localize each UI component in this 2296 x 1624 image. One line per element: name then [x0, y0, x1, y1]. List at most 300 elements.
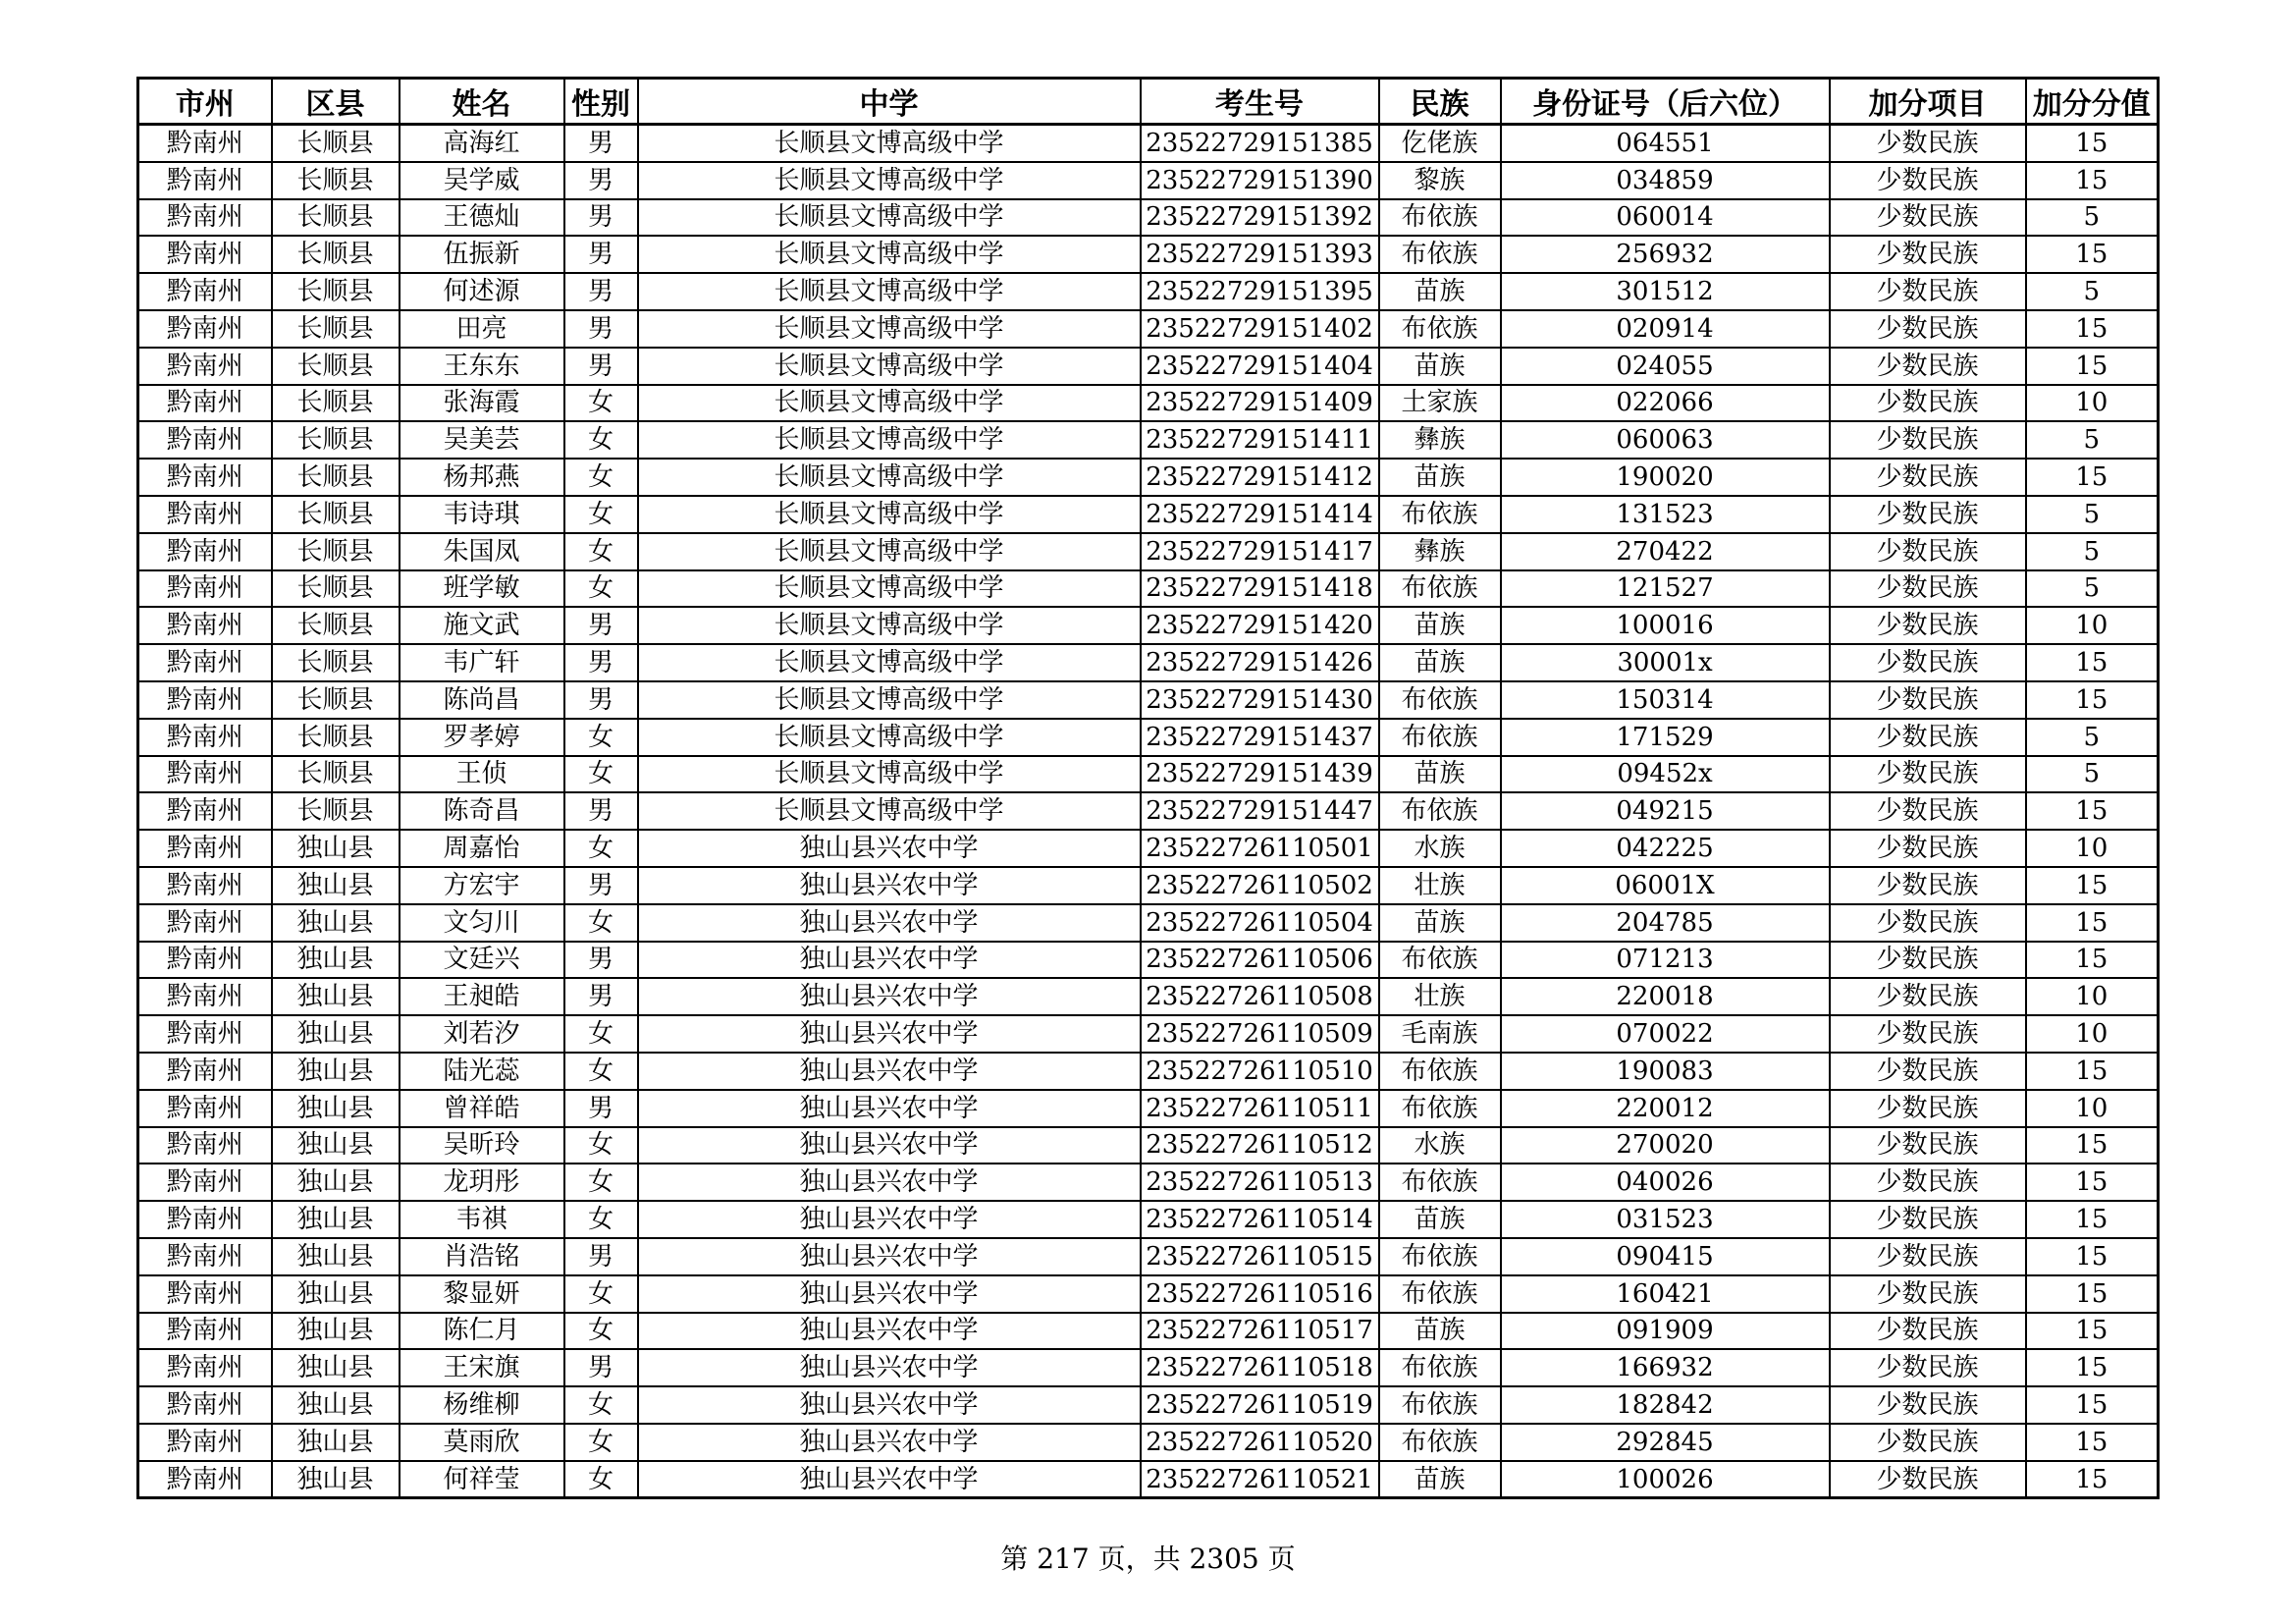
cell-bonus-score: 15 [2026, 904, 2159, 942]
cell-city: 黔南州 [138, 1201, 272, 1238]
cell-school: 长顺县文博高级中学 [638, 310, 1141, 348]
cell-exam-number: 23522729151411 [1141, 421, 1379, 459]
cell-city: 黔南州 [138, 421, 272, 459]
cell-id-last-six: 270020 [1501, 1127, 1830, 1164]
table-row [138, 1424, 2159, 1461]
cell-bonus-item: 少数民族 [1830, 1349, 2026, 1386]
cell-id-last-six: 121527 [1501, 570, 1830, 608]
cell-bonus-item: 少数民族 [1830, 125, 2026, 162]
cell-gender: 女 [564, 1201, 638, 1238]
cell-ethnicity: 壮族 [1379, 978, 1501, 1015]
cell-id-last-six: 190020 [1501, 459, 1830, 496]
cell-ethnicity: 苗族 [1379, 756, 1501, 793]
cell-exam-number: 23522729151402 [1141, 310, 1379, 348]
cell-exam-number: 23522729151426 [1141, 644, 1379, 681]
cell-bonus-item: 少数民族 [1830, 1275, 2026, 1313]
cell-id-last-six: 171529 [1501, 719, 1830, 756]
cell-bonus-item: 少数民族 [1830, 162, 2026, 199]
cell-school: 独山县兴农中学 [638, 904, 1141, 942]
cell-name: 班学敏 [400, 570, 564, 608]
cell-city: 黔南州 [138, 942, 272, 979]
cell-ethnicity: 布依族 [1379, 496, 1501, 533]
cell-bonus-item: 少数民族 [1830, 904, 2026, 942]
cell-county: 长顺县 [272, 792, 400, 830]
cell-id-last-six: 022066 [1501, 385, 1830, 422]
cell-bonus-score: 15 [2026, 1164, 2159, 1201]
cell-bonus-item: 少数民族 [1830, 385, 2026, 422]
header-gender: 性别 [564, 79, 638, 125]
cell-city: 黔南州 [138, 125, 272, 162]
cell-county: 长顺县 [272, 348, 400, 385]
cell-ethnicity: 水族 [1379, 830, 1501, 867]
cell-bonus-item: 少数民族 [1830, 644, 2026, 681]
cell-bonus-score: 10 [2026, 1015, 2159, 1053]
cell-school: 长顺县文博高级中学 [638, 792, 1141, 830]
cell-exam-number: 23522726110517 [1141, 1313, 1379, 1350]
cell-city: 黔南州 [138, 1461, 272, 1498]
cell-gender: 女 [564, 385, 638, 422]
cell-name: 吴美芸 [400, 421, 564, 459]
cell-school: 独山县兴农中学 [638, 1164, 1141, 1201]
cell-school: 独山县兴农中学 [638, 1201, 1141, 1238]
cell-county: 独山县 [272, 978, 400, 1015]
cell-name: 周嘉怡 [400, 830, 564, 867]
cell-bonus-score: 10 [2026, 607, 2159, 644]
cell-county: 长顺县 [272, 162, 400, 199]
cell-bonus-item: 少数民族 [1830, 719, 2026, 756]
cell-gender: 女 [564, 756, 638, 793]
cell-school: 长顺县文博高级中学 [638, 719, 1141, 756]
table-row [138, 607, 2159, 644]
cell-county: 独山县 [272, 1053, 400, 1090]
table-row [138, 1461, 2159, 1498]
cell-id-last-six: 031523 [1501, 1201, 1830, 1238]
cell-name: 陆光蕊 [400, 1053, 564, 1090]
cell-exam-number: 23522726110506 [1141, 942, 1379, 979]
cell-city: 黔南州 [138, 162, 272, 199]
cell-bonus-item: 少数民族 [1830, 1053, 2026, 1090]
cell-name: 陈仁月 [400, 1313, 564, 1350]
cell-ethnicity: 苗族 [1379, 459, 1501, 496]
cell-city: 黔南州 [138, 1424, 272, 1461]
cell-ethnicity: 苗族 [1379, 1201, 1501, 1238]
cell-ethnicity: 苗族 [1379, 644, 1501, 681]
cell-id-last-six: 256932 [1501, 236, 1830, 273]
cell-gender: 女 [564, 1461, 638, 1498]
cell-name: 韦诗琪 [400, 496, 564, 533]
cell-ethnicity: 水族 [1379, 1127, 1501, 1164]
cell-gender: 男 [564, 644, 638, 681]
cell-school: 长顺县文博高级中学 [638, 199, 1141, 237]
cell-school: 长顺县文博高级中学 [638, 236, 1141, 273]
cell-gender: 女 [564, 904, 638, 942]
cell-bonus-score: 15 [2026, 942, 2159, 979]
cell-bonus-item: 少数民族 [1830, 1461, 2026, 1498]
cell-name: 吴昕玲 [400, 1127, 564, 1164]
cell-city: 黔南州 [138, 199, 272, 237]
cell-name: 曾祥皓 [400, 1090, 564, 1127]
cell-name: 吴学威 [400, 162, 564, 199]
page-number: 第 217 页，共 2305 页 [1000, 1543, 1296, 1575]
cell-bonus-score: 15 [2026, 1201, 2159, 1238]
cell-bonus-score: 15 [2026, 867, 2159, 904]
cell-bonus-score: 15 [2026, 1275, 2159, 1313]
cell-city: 黔南州 [138, 385, 272, 422]
cell-bonus-score: 10 [2026, 385, 2159, 422]
cell-id-last-six: 024055 [1501, 348, 1830, 385]
cell-id-last-six: 166932 [1501, 1349, 1830, 1386]
cell-gender: 男 [564, 273, 638, 310]
cell-bonus-score: 15 [2026, 1461, 2159, 1498]
cell-gender: 男 [564, 348, 638, 385]
cell-county: 长顺县 [272, 681, 400, 719]
cell-county: 长顺县 [272, 496, 400, 533]
cell-name: 陈尚昌 [400, 681, 564, 719]
cell-bonus-score: 15 [2026, 644, 2159, 681]
cell-ethnicity: 苗族 [1379, 1313, 1501, 1350]
cell-school: 独山县兴农中学 [638, 1349, 1141, 1386]
cell-exam-number: 23522729151392 [1141, 199, 1379, 237]
cell-gender: 男 [564, 792, 638, 830]
table-row [138, 904, 2159, 942]
cell-ethnicity: 布依族 [1379, 1238, 1501, 1275]
cell-ethnicity: 布依族 [1379, 1053, 1501, 1090]
cell-school: 独山县兴农中学 [638, 1424, 1141, 1461]
cell-bonus-score: 5 [2026, 496, 2159, 533]
table-row [138, 644, 2159, 681]
cell-ethnicity: 布依族 [1379, 681, 1501, 719]
cell-id-last-six: 220018 [1501, 978, 1830, 1015]
cell-bonus-item: 少数民族 [1830, 681, 2026, 719]
table-row [138, 459, 2159, 496]
cell-ethnicity: 布依族 [1379, 236, 1501, 273]
cell-ethnicity: 布依族 [1379, 1275, 1501, 1313]
cell-bonus-score: 10 [2026, 978, 2159, 1015]
cell-school: 独山县兴农中学 [638, 1275, 1141, 1313]
cell-ethnicity: 彝族 [1379, 533, 1501, 570]
cell-bonus-item: 少数民族 [1830, 792, 2026, 830]
table-row [138, 867, 2159, 904]
cell-school: 长顺县文博高级中学 [638, 125, 1141, 162]
cell-gender: 男 [564, 199, 638, 237]
table-row [138, 162, 2159, 199]
table-row [138, 1127, 2159, 1164]
cell-city: 黔南州 [138, 978, 272, 1015]
cell-id-last-six: 060063 [1501, 421, 1830, 459]
cell-exam-number: 23522726110508 [1141, 978, 1379, 1015]
cell-school: 独山县兴农中学 [638, 1090, 1141, 1127]
cell-city: 黔南州 [138, 792, 272, 830]
cell-exam-number: 23522729151430 [1141, 681, 1379, 719]
cell-bonus-score: 5 [2026, 719, 2159, 756]
cell-county: 长顺县 [272, 421, 400, 459]
cell-county: 独山县 [272, 1386, 400, 1424]
cell-id-last-six: 070022 [1501, 1015, 1830, 1053]
cell-county: 独山县 [272, 1201, 400, 1238]
cell-school: 长顺县文博高级中学 [638, 421, 1141, 459]
cell-bonus-score: 15 [2026, 1127, 2159, 1164]
cell-bonus-item: 少数民族 [1830, 570, 2026, 608]
cell-bonus-score: 15 [2026, 1313, 2159, 1350]
cell-school: 长顺县文博高级中学 [638, 385, 1141, 422]
cell-county: 独山县 [272, 830, 400, 867]
cell-exam-number: 23522729151409 [1141, 385, 1379, 422]
cell-bonus-score: 15 [2026, 1386, 2159, 1424]
cell-name: 杨邦燕 [400, 459, 564, 496]
cell-exam-number: 23522726110501 [1141, 830, 1379, 867]
cell-id-last-six: 100016 [1501, 607, 1830, 644]
cell-gender: 女 [564, 1015, 638, 1053]
cell-ethnicity: 布依族 [1379, 1090, 1501, 1127]
cell-bonus-score: 15 [2026, 1349, 2159, 1386]
cell-city: 黔南州 [138, 236, 272, 273]
cell-ethnicity: 布依族 [1379, 719, 1501, 756]
table-row [138, 1349, 2159, 1386]
cell-exam-number: 23522729151393 [1141, 236, 1379, 273]
cell-county: 独山县 [272, 1461, 400, 1498]
cell-id-last-six: 301512 [1501, 273, 1830, 310]
cell-county: 长顺县 [272, 459, 400, 496]
header-ethnicity: 民族 [1379, 79, 1501, 125]
cell-county: 长顺县 [272, 310, 400, 348]
cell-ethnicity: 毛南族 [1379, 1015, 1501, 1053]
cell-exam-number: 23522726110518 [1141, 1349, 1379, 1386]
cell-exam-number: 23522726110510 [1141, 1053, 1379, 1090]
cell-city: 黔南州 [138, 1386, 272, 1424]
cell-city: 黔南州 [138, 607, 272, 644]
cell-county: 长顺县 [272, 607, 400, 644]
header-county: 区县 [272, 79, 400, 125]
cell-school: 独山县兴农中学 [638, 942, 1141, 979]
cell-exam-number: 23522726110513 [1141, 1164, 1379, 1201]
cell-city: 黔南州 [138, 830, 272, 867]
cell-bonus-item: 少数民族 [1830, 1090, 2026, 1127]
table-row [138, 348, 2159, 385]
table-row [138, 570, 2159, 608]
cell-gender: 女 [564, 830, 638, 867]
cell-name: 王东东 [400, 348, 564, 385]
table-row [138, 385, 2159, 422]
cell-county: 长顺县 [272, 644, 400, 681]
cell-gender: 女 [564, 496, 638, 533]
cell-school: 长顺县文博高级中学 [638, 756, 1141, 793]
cell-city: 黔南州 [138, 1275, 272, 1313]
cell-exam-number: 23522726110509 [1141, 1015, 1379, 1053]
cell-bonus-score: 5 [2026, 756, 2159, 793]
cell-gender: 男 [564, 1349, 638, 1386]
cell-exam-number: 23522726110502 [1141, 867, 1379, 904]
cell-gender: 女 [564, 719, 638, 756]
cell-city: 黔南州 [138, 310, 272, 348]
cell-name: 文匀川 [400, 904, 564, 942]
cell-exam-number: 23522726110520 [1141, 1424, 1379, 1461]
cell-exam-number: 23522729151420 [1141, 607, 1379, 644]
table-row [138, 1238, 2159, 1275]
cell-exam-number: 23522729151447 [1141, 792, 1379, 830]
cell-bonus-item: 少数民族 [1830, 1164, 2026, 1201]
cell-name: 文廷兴 [400, 942, 564, 979]
cell-gender: 女 [564, 1053, 638, 1090]
table-row [138, 681, 2159, 719]
cell-id-last-six: 160421 [1501, 1275, 1830, 1313]
cell-city: 黔南州 [138, 1053, 272, 1090]
header-name: 姓名 [400, 79, 564, 125]
header-exam-number: 考生号 [1141, 79, 1379, 125]
cell-city: 黔南州 [138, 644, 272, 681]
cell-school: 长顺县文博高级中学 [638, 607, 1141, 644]
cell-ethnicity: 布依族 [1379, 1164, 1501, 1201]
cell-county: 独山县 [272, 1313, 400, 1350]
cell-bonus-item: 少数民族 [1830, 1386, 2026, 1424]
cell-county: 独山县 [272, 1349, 400, 1386]
cell-name: 陈奇昌 [400, 792, 564, 830]
cell-exam-number: 23522729151395 [1141, 273, 1379, 310]
cell-bonus-item: 少数民族 [1830, 310, 2026, 348]
cell-exam-number: 23522729151385 [1141, 125, 1379, 162]
cell-exam-number: 23522729151417 [1141, 533, 1379, 570]
table-row [138, 942, 2159, 979]
cell-exam-number: 23522726110514 [1141, 1201, 1379, 1238]
cell-gender: 男 [564, 681, 638, 719]
cell-gender: 女 [564, 1424, 638, 1461]
cell-county: 独山县 [272, 1015, 400, 1053]
cell-name: 田亮 [400, 310, 564, 348]
cell-school: 长顺县文博高级中学 [638, 348, 1141, 385]
cell-ethnicity: 布依族 [1379, 942, 1501, 979]
cell-id-last-six: 270422 [1501, 533, 1830, 570]
cell-gender: 男 [564, 1238, 638, 1275]
cell-county: 独山县 [272, 1275, 400, 1313]
cell-county: 独山县 [272, 1424, 400, 1461]
cell-gender: 女 [564, 1275, 638, 1313]
cell-city: 黔南州 [138, 1164, 272, 1201]
cell-county: 独山县 [272, 904, 400, 942]
cell-school: 独山县兴农中学 [638, 1053, 1141, 1090]
cell-school: 长顺县文博高级中学 [638, 496, 1141, 533]
table-row [138, 1275, 2159, 1313]
cell-name: 韦祺 [400, 1201, 564, 1238]
cell-id-last-six: 060014 [1501, 199, 1830, 237]
cell-gender: 男 [564, 236, 638, 273]
cell-bonus-item: 少数民族 [1830, 496, 2026, 533]
cell-exam-number: 23522729151412 [1141, 459, 1379, 496]
cell-bonus-score: 15 [2026, 125, 2159, 162]
cell-city: 黔南州 [138, 1015, 272, 1053]
cell-gender: 男 [564, 978, 638, 1015]
cell-name: 张海霞 [400, 385, 564, 422]
cell-bonus-score: 15 [2026, 310, 2159, 348]
cell-city: 黔南州 [138, 1090, 272, 1127]
cell-gender: 女 [564, 570, 638, 608]
cell-school: 长顺县文博高级中学 [638, 681, 1141, 719]
cell-ethnicity: 苗族 [1379, 348, 1501, 385]
cell-id-last-six: 049215 [1501, 792, 1830, 830]
cell-bonus-score: 5 [2026, 421, 2159, 459]
cell-bonus-item: 少数民族 [1830, 1015, 2026, 1053]
cell-name: 伍振新 [400, 236, 564, 273]
cell-city: 黔南州 [138, 496, 272, 533]
cell-school: 长顺县文博高级中学 [638, 570, 1141, 608]
cell-name: 韦广轩 [400, 644, 564, 681]
cell-school: 长顺县文博高级中学 [638, 162, 1141, 199]
cell-exam-number: 23522726110516 [1141, 1275, 1379, 1313]
table-row [138, 1090, 2159, 1127]
cell-bonus-item: 少数民族 [1830, 459, 2026, 496]
cell-school: 独山县兴农中学 [638, 1461, 1141, 1498]
table-row [138, 496, 2159, 533]
cell-name: 施文武 [400, 607, 564, 644]
cell-id-last-six: 020914 [1501, 310, 1830, 348]
cell-bonus-item: 少数民族 [1830, 273, 2026, 310]
cell-ethnicity: 壮族 [1379, 867, 1501, 904]
cell-gender: 女 [564, 1127, 638, 1164]
cell-city: 黔南州 [138, 273, 272, 310]
cell-county: 长顺县 [272, 533, 400, 570]
cell-bonus-score: 5 [2026, 533, 2159, 570]
table-row [138, 1201, 2159, 1238]
cell-county: 独山县 [272, 1238, 400, 1275]
table-row [138, 756, 2159, 793]
cell-county: 长顺县 [272, 236, 400, 273]
cell-name: 罗孝婷 [400, 719, 564, 756]
cell-id-last-six: 06001X [1501, 867, 1830, 904]
table-header-row [138, 79, 2159, 125]
cell-city: 黔南州 [138, 719, 272, 756]
cell-school: 独山县兴农中学 [638, 1127, 1141, 1164]
cell-ethnicity: 布依族 [1379, 570, 1501, 608]
cell-bonus-score: 15 [2026, 162, 2159, 199]
cell-exam-number: 23522729151439 [1141, 756, 1379, 793]
cell-id-last-six: 220012 [1501, 1090, 1830, 1127]
cell-ethnicity: 布依族 [1379, 199, 1501, 237]
cell-county: 长顺县 [272, 756, 400, 793]
bonus-points-table [136, 77, 2160, 1499]
cell-ethnicity: 布依族 [1379, 1386, 1501, 1424]
cell-bonus-item: 少数民族 [1830, 199, 2026, 237]
cell-school: 独山县兴农中学 [638, 1238, 1141, 1275]
cell-school: 长顺县文博高级中学 [638, 273, 1141, 310]
table-body [138, 125, 2159, 1498]
table-row [138, 533, 2159, 570]
cell-exam-number: 23522729151437 [1141, 719, 1379, 756]
cell-ethnicity: 黎族 [1379, 162, 1501, 199]
cell-city: 黔南州 [138, 1127, 272, 1164]
cell-bonus-score: 15 [2026, 1053, 2159, 1090]
cell-ethnicity: 布依族 [1379, 1349, 1501, 1386]
table-row [138, 1015, 2159, 1053]
cell-id-last-six: 091909 [1501, 1313, 1830, 1350]
table-row [138, 421, 2159, 459]
cell-school: 独山县兴农中学 [638, 1015, 1141, 1053]
cell-county: 长顺县 [272, 125, 400, 162]
cell-bonus-item: 少数民族 [1830, 867, 2026, 904]
cell-gender: 女 [564, 421, 638, 459]
cell-county: 长顺县 [272, 199, 400, 237]
cell-id-last-six: 042225 [1501, 830, 1830, 867]
cell-name: 王昶皓 [400, 978, 564, 1015]
cell-bonus-item: 少数民族 [1830, 942, 2026, 979]
cell-exam-number: 23522726110512 [1141, 1127, 1379, 1164]
cell-ethnicity: 苗族 [1379, 273, 1501, 310]
cell-id-last-six: 204785 [1501, 904, 1830, 942]
cell-bonus-score: 10 [2026, 830, 2159, 867]
cell-gender: 男 [564, 607, 638, 644]
cell-bonus-item: 少数民族 [1830, 533, 2026, 570]
cell-bonus-item: 少数民族 [1830, 421, 2026, 459]
cell-city: 黔南州 [138, 570, 272, 608]
cell-city: 黔南州 [138, 459, 272, 496]
cell-id-last-six: 09452x [1501, 756, 1830, 793]
